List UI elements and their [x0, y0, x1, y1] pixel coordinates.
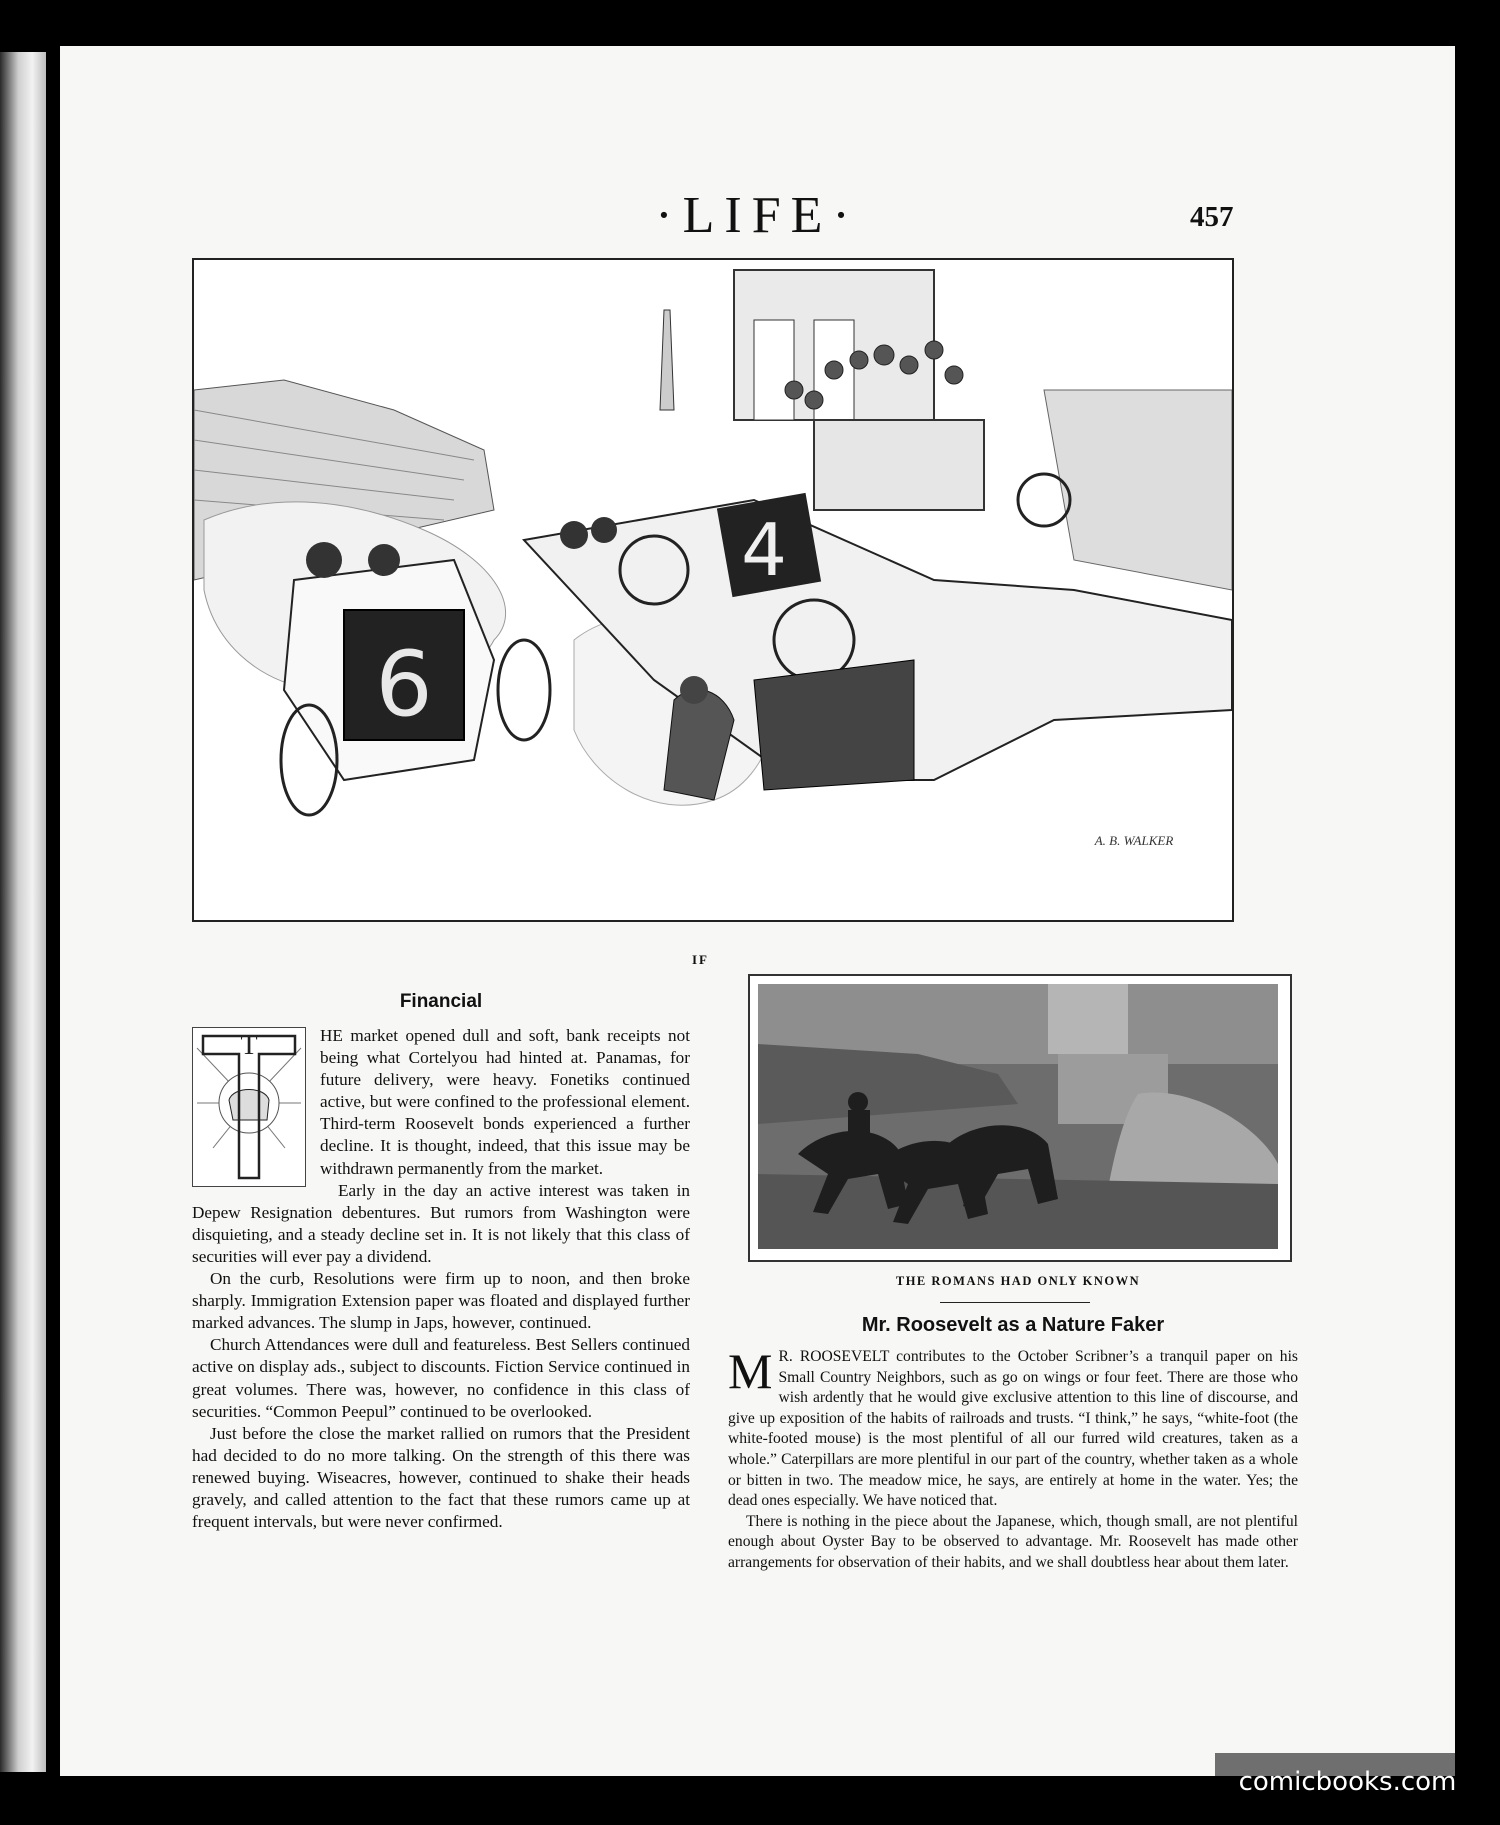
artist-signature: A. B. WALKER	[1094, 833, 1174, 848]
financial-paragraph-4: Church Attendances were dull and featureless. Best Sellers continued active on display ads., subject to discounts. Fiction Service continued in great volumes. There was, however, no confidence in this class of securities. “Common Peepul” continued to be overlooked.	[192, 1335, 690, 1421]
financial-title: Financial	[399, 991, 483, 1012]
roosevelt-paragraph-2: There is nothing in the piece about the Japanese, which, though small, are not plentiful enough about Oyster Bay to be observed to advantage. Mr. Roosevelt has made other arrangements for observation of their habits, and we shall doubtless hear about them later.	[728, 1512, 1298, 1571]
race-illustration	[192, 258, 1234, 922]
financial-paragraph-5: Just before the close the market rallied on rumors that the President had decided to do no more talking. On the strength of this there was renewed buying. Wiseacres, however, continued to shake their heads gravely, and called attention to the fact that these rumors came up at frequent intervals, but were never confirmed.	[192, 1423, 690, 1532]
dropcap-t: T	[240, 1030, 258, 1061]
masthead: ·LIFE·	[655, 187, 860, 244]
section-divider	[940, 1302, 1090, 1303]
financial-paragraph-1: HE market opened dull and soft, bank receipts not being what Cortelyou had hinted at. Panamas, for future delivery, were heavy. Fonetiks continued active, but were confined to the professional element. Third-term Roosevelt bonds experienced a further decline. It is thought, indeed, that this issue may be withdrawn permanently from the market.	[320, 1026, 690, 1178]
financial-paragraph-2: Early in the day an active interest was taken in Depew Resignation debentures. But rumors from Washington were disquieting, and a steady decline set in. It is not likely that this class of securities will ever pay a dividend.	[192, 1180, 690, 1266]
chariot-photo-frame	[748, 974, 1292, 1262]
dropcap-m: M	[728, 1343, 773, 1399]
car-number-4: 4	[741, 508, 787, 592]
page-number: 457	[1190, 201, 1234, 233]
watermark: comicbooks.com	[1215, 1753, 1480, 1811]
roosevelt-paragraph-1-text: R. ROOSEVELT contributes to the October Scribner’s a tranquil paper on his Small Country Neighbors, such as go on wings or four feet. There are those who wish ardently that he would give exclusive attention to this line of discourse, and give up exposition of the habits of railroads and trusts. “I think,” he says, “white-foot (the white-footed mouse) is the most plentiful of all our furred wild creatures, taken as a whole.” Caterpillars are more plentiful in our part of the country, whether taken as a whole or bitten in two. The meadow mice, he says, are entirely at home in the water. Yes; the dead ones especially. We have noticed that.	[728, 1348, 1298, 1510]
roosevelt-column	[728, 1314, 1298, 1574]
race-illustration-drawing	[194, 260, 1232, 920]
left-page-edge	[0, 52, 46, 1772]
magazine-page	[60, 46, 1455, 1776]
roosevelt-title: Mr. Roosevelt as a Nature Faker	[861, 1314, 1165, 1336]
financial-column	[192, 991, 690, 1533]
financial-paragraph-3: On the curb, Resolutions were firm up to noon, and then broke sharply. Immigration Extension paper was floated and displayed further marked advances. The slump in Japs, however, continued.	[192, 1269, 690, 1333]
illustration-caption: IF	[692, 952, 709, 967]
roosevelt-paragraph-1	[728, 1343, 1298, 1512]
car-number-6: 6	[375, 632, 433, 737]
dropcap-t-ornament	[192, 1027, 306, 1187]
photo-caption: THE ROMANS HAD ONLY KNOWN	[895, 1274, 1141, 1288]
chariot-photo	[758, 984, 1278, 1249]
